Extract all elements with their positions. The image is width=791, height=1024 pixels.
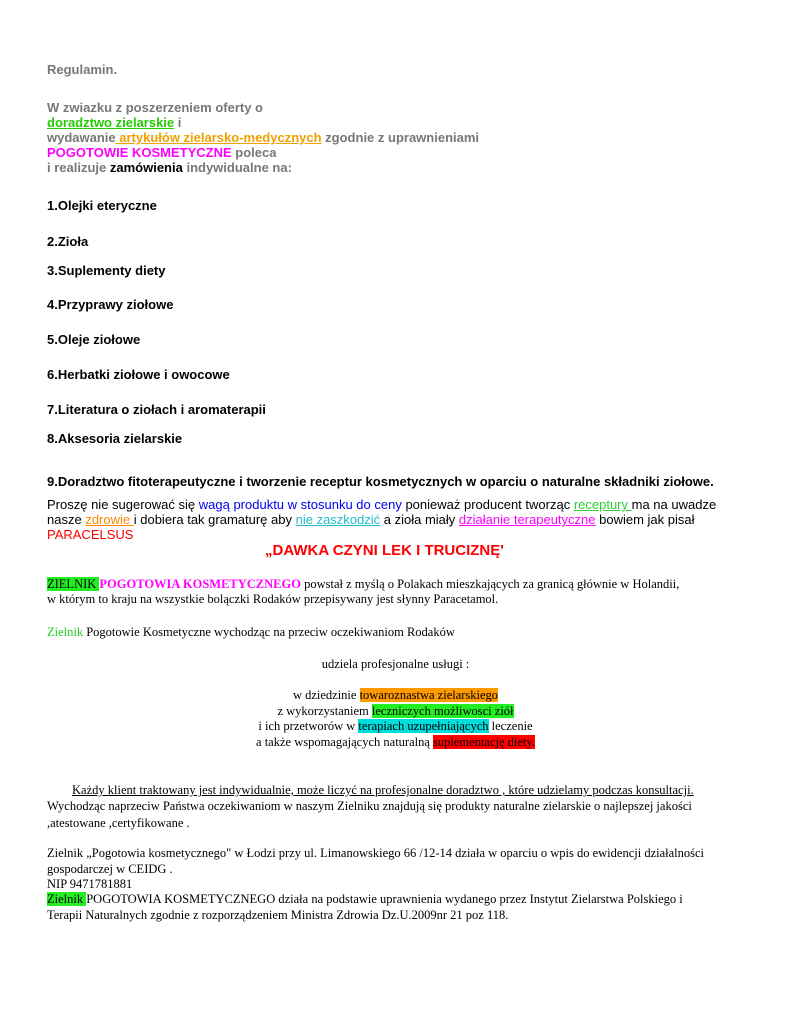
- list-item-9: 9.Doradztwo fitoterapeutyczne i tworzenie receptur kosmetycznych w oparciu o naturalne składniki ziołowe.: [47, 474, 714, 489]
- para5-line-5: Terapii Naturalnych zgodnie z rozporządzeniem Ministra Zdrowia Dz.U.2009nr 21 poz 118.: [47, 908, 509, 922]
- services-line-2: w dziedzinie towaroznastwa zielarskiego: [292, 688, 499, 702]
- para1-line-2: nasze zdrowie i dobiera tak gramaturę aby nie zaszkodzić a zioła miały działanie terapeutyczne bowiem jak pisał: [47, 512, 695, 527]
- para4-line-3: ,atestowane ,certyfikowane .: [47, 816, 190, 830]
- list-item-1: 1.Olejki eteryczne: [47, 198, 157, 213]
- zdrowie-link[interactable]: zdrowie: [85, 512, 134, 527]
- paracelsus: PARACELSUS: [47, 527, 134, 542]
- nip-line: NIP 9471781881: [47, 877, 133, 891]
- list-item-4: 4.Przyprawy ziołowe: [47, 297, 174, 312]
- list-item-2: 2.Zioła: [47, 234, 89, 249]
- para5-line-2: gospodarczej w CEIDG .: [47, 862, 173, 876]
- dzialanie-link[interactable]: działanie terapeutyczne: [458, 512, 596, 527]
- para2-line-1: ZIELNIK POGOTOWIA KOSMETYCZNEGO powstał z myślą o Polakach mieszkających za granicą głównie w Holandii,: [47, 577, 680, 591]
- services-line-5: a także wspomagających naturalną suplementację diety.: [256, 735, 535, 749]
- para4-line-1: Każdy klient traktowany jest indywidualnie, może liczyć na profesjonalne doradztwo , które udzielamy podczas konsultacji.: [72, 783, 694, 797]
- services-line-1: udziela profesjonalne usługi :: [321, 657, 470, 671]
- receptury-link[interactable]: receptury: [573, 497, 632, 512]
- para5-line-1: Zielnik „Pogotowia kosmetycznego" w Łodzi przy ul. Limanowskiego 66 /12-14 działa w oparciu o wpis do ewidencji działalności: [47, 846, 705, 860]
- nie-zaszkodzic-link[interactable]: nie zaszkodzić: [295, 512, 381, 527]
- services-line-3: z wykorzystaniem leczniczych możliwosci ziół: [277, 704, 514, 718]
- list-item-7: 7.Literatura o ziołach i aromaterapii: [47, 402, 266, 417]
- artykuly-link[interactable]: artykułów zielarsko-medycznych: [115, 130, 322, 145]
- services-line-4: i ich przetworów w terapiach uzupełniających leczenie: [258, 719, 533, 733]
- para4-line-2: Wychodząc naprzeciw Państwa oczekiwaniom w naszym Zielniku znajdują się produkty naturalne zielarskie o najlepszej jakości: [47, 799, 692, 813]
- para1-line-1: Proszę nie sugerować się wagą produktu w stosunku do ceny ponieważ producent tworząc receptury ma na uwadze: [47, 497, 717, 512]
- para5-line-4: Zielnik POGOTOWIA KOSMETYCZNEGO działa na podstawie uprawnienia wydanego przez Instytut Zielarstwa Polskiego i: [47, 892, 683, 906]
- list-item-5: 5.Oleje ziołowe: [47, 332, 141, 347]
- intro-line-5: i realizuje zamówienia indywidualne na:: [47, 160, 292, 175]
- intro-line-3: wydawanie artykułów zielarsko-medycznych zgodnie z uprawnieniami: [47, 130, 480, 145]
- brand-name: POGOTOWIE KOSMETYCZNE: [47, 145, 232, 160]
- intro-line-2: doradztwo zielarskie i: [47, 115, 182, 130]
- quote-heading: „DAWKA CZYNI LEK I TRUCIZNĘ': [265, 542, 504, 559]
- list-item-3: 3.Suplementy diety: [47, 263, 166, 278]
- para2-line-2: w którym to kraju na wszystkie bolączki Rodaków przepisywany jest słynny Paracetamol.: [47, 592, 499, 606]
- list-item-6: 6.Herbatki ziołowe i owocowe: [47, 367, 230, 382]
- list-item-8: 8.Aksesoria zielarskie: [47, 431, 183, 446]
- page-title: Regulamin.: [47, 62, 118, 77]
- para3-line: Zielnik Pogotowie Kosmetyczne wychodząc na przeciw oczekiwaniom Rodaków: [47, 625, 455, 639]
- intro-line-1: W zwiazku z poszerzeniem oferty o: [47, 100, 263, 115]
- doradztwo-link[interactable]: doradztwo zielarskie: [47, 115, 175, 130]
- intro-line-4: POGOTOWIE KOSMETYCZNE poleca: [47, 145, 277, 160]
